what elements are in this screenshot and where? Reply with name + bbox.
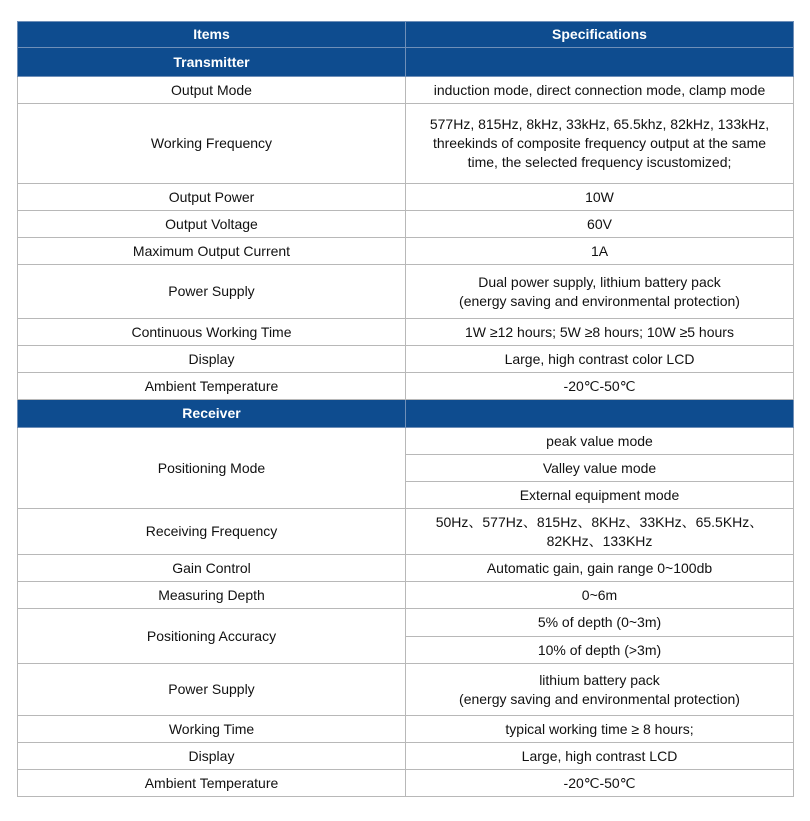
- item-cell: Positioning Accuracy: [18, 609, 406, 664]
- item-cell: Continuous Working Time: [18, 319, 406, 346]
- spec-cell: 1W ≥12 hours; 5W ≥8 hours; 10W ≥5 hours: [406, 319, 794, 346]
- item-cell: Positioning Mode: [18, 428, 406, 509]
- table-row: [18, 265, 794, 319]
- item-cell: Power Supply: [18, 265, 406, 319]
- table-row: [18, 509, 794, 555]
- spec-cell: Valley value mode: [406, 455, 794, 482]
- spec-cell: 0~6m: [406, 582, 794, 609]
- table-row: [18, 184, 794, 211]
- table-row: [18, 609, 794, 637]
- spec-cell: 10% of depth (>3m): [406, 637, 794, 664]
- spec-cell: peak value mode: [406, 428, 794, 455]
- spec-cell: 577Hz, 815Hz, 8kHz, 33kHz, 65.5khz, 82kHz, 133kHz, threekinds of composite frequency output at the same time, the selected frequency iscustomized;: [406, 104, 794, 184]
- item-cell: Ambient Temperature: [18, 770, 406, 797]
- item-cell: Maximum Output Current: [18, 238, 406, 265]
- spec-cell: Large, high contrast LCD: [406, 743, 794, 770]
- section-receiver: [18, 400, 794, 428]
- item-cell: Power Supply: [18, 664, 406, 716]
- spec-cell: External equipment mode: [406, 482, 794, 509]
- section-transmitter: [18, 48, 794, 77]
- item-cell: Display: [18, 346, 406, 373]
- spec-cell: Large, high contrast color LCD: [406, 346, 794, 373]
- spec-cell: Dual power supply, lithium battery pack (energy saving and environmental protection): [406, 265, 794, 319]
- table-row: [18, 211, 794, 238]
- header-specifications: Specifications: [406, 22, 794, 48]
- item-cell: Working Time: [18, 716, 406, 743]
- spec-cell: 60V: [406, 211, 794, 238]
- table-row: [18, 743, 794, 770]
- item-cell: Output Mode: [18, 77, 406, 104]
- section-title-receiver: Receiver: [18, 400, 406, 428]
- item-cell: Display: [18, 743, 406, 770]
- spec-cell: lithium battery pack (energy saving and environmental protection): [406, 664, 794, 716]
- table-row: [18, 428, 794, 455]
- table-row: [18, 346, 794, 373]
- item-cell: Working Frequency: [18, 104, 406, 184]
- table-row: [18, 664, 794, 716]
- item-cell: Output Power: [18, 184, 406, 211]
- table-row: [18, 555, 794, 582]
- specifications-table: [17, 21, 794, 797]
- header-items: Items: [18, 22, 406, 48]
- section-title-transmitter: Transmitter: [18, 48, 406, 77]
- spec-cell: 10W: [406, 184, 794, 211]
- section-title-blank: [406, 400, 794, 428]
- table-row: [18, 373, 794, 400]
- spec-cell: 50Hz、577Hz、815Hz、8KHz、33KHz、65.5KHz、 82KHz、133KHz: [406, 509, 794, 555]
- spec-cell: -20℃-50℃: [406, 770, 794, 797]
- table-row: [18, 104, 794, 184]
- table-row: [18, 582, 794, 609]
- section-title-blank: [406, 48, 794, 77]
- spec-cell: 5% of depth (0~3m): [406, 609, 794, 637]
- item-cell: Output Voltage: [18, 211, 406, 238]
- item-cell: Ambient Temperature: [18, 373, 406, 400]
- spec-cell: -20℃-50℃: [406, 373, 794, 400]
- item-cell: Receiving Frequency: [18, 509, 406, 555]
- table-row: [18, 77, 794, 104]
- spec-cell: 1A: [406, 238, 794, 265]
- table-row: [18, 716, 794, 743]
- table-row: [18, 238, 794, 265]
- table-row: [18, 319, 794, 346]
- table-row: [18, 770, 794, 797]
- spec-cell: typical working time ≥ 8 hours;: [406, 716, 794, 743]
- item-cell: Measuring Depth: [18, 582, 406, 609]
- spec-cell: induction mode, direct connection mode, clamp mode: [406, 77, 794, 104]
- table-header-row: [18, 22, 794, 48]
- item-cell: Gain Control: [18, 555, 406, 582]
- spec-cell: Automatic gain, gain range 0~100db: [406, 555, 794, 582]
